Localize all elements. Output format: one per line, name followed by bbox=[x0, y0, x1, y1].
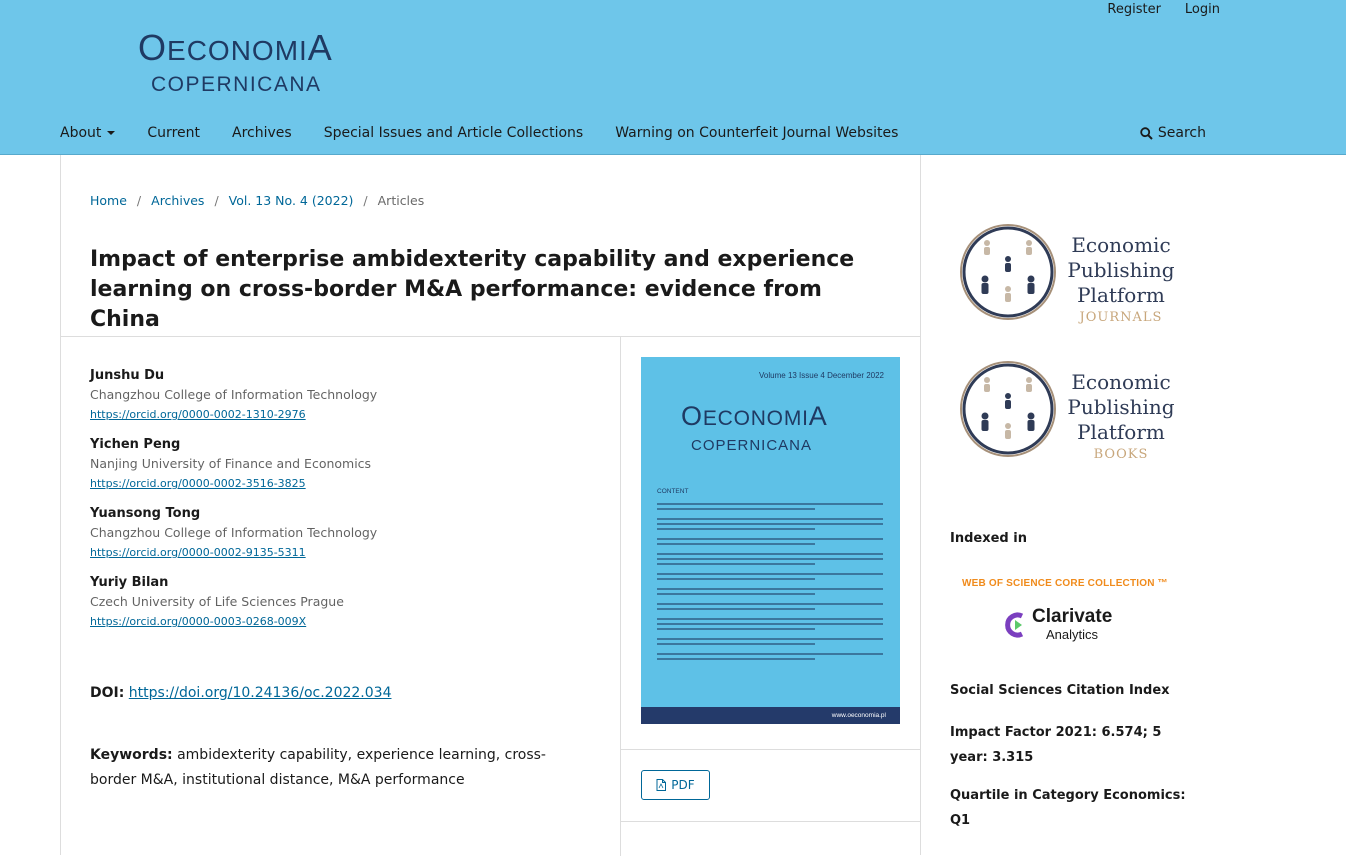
nav-counterfeit-warning[interactable]: Warning on Counterfeit Journal Websites bbox=[615, 125, 899, 141]
breadcrumb-current: Articles bbox=[377, 193, 425, 208]
journal-logo[interactable] bbox=[138, 28, 378, 97]
doi-link[interactable]: https://doi.org/10.24136/oc.2022.034 bbox=[128, 685, 392, 701]
epp-journals-line1: Economic bbox=[1071, 233, 1171, 257]
epp-books-line2: Publishing bbox=[1067, 395, 1175, 419]
login-link[interactable]: Login bbox=[1184, 2, 1220, 17]
search-link[interactable] bbox=[1140, 125, 1206, 141]
keywords-value: ambidexterity capability, experience learning, cross-border M&A, institutional distance, M&A performance bbox=[90, 747, 546, 788]
cover-issue-text: Volume 13 Issue 4 December 2022 bbox=[759, 371, 884, 380]
pdf-label: PDF bbox=[671, 778, 695, 792]
clarivate-logo[interactable] bbox=[1004, 607, 1112, 642]
author-list bbox=[90, 367, 590, 643]
epp-books-line3: Platform bbox=[1077, 420, 1165, 444]
clarivate-analytics: Analytics bbox=[1046, 627, 1099, 642]
logo-final: A bbox=[307, 27, 333, 68]
main-content bbox=[60, 155, 921, 855]
quartile-text: Quartile in Category Economics: Q1 bbox=[950, 788, 1186, 828]
cover-logo bbox=[681, 401, 828, 454]
cover-website: www.oeconomia.pl bbox=[831, 712, 886, 719]
breadcrumb bbox=[90, 193, 424, 208]
author-orcid-link[interactable]: https://orcid.org/0000-0002-1310-2976 bbox=[90, 408, 306, 421]
search-icon bbox=[1140, 127, 1153, 140]
cover-logo-final: A bbox=[808, 401, 828, 431]
cover-logo-sub: COPERNICANA bbox=[691, 437, 813, 454]
divider bbox=[621, 821, 921, 822]
cover-toc-lines bbox=[657, 503, 883, 668]
breadcrumb-separator: / bbox=[214, 193, 219, 208]
author-affiliation: Changzhou College of Information Technology bbox=[90, 387, 378, 402]
primary-nav bbox=[60, 125, 898, 141]
author-name: Yuansong Tong bbox=[90, 506, 201, 521]
author-affiliation: Czech University of Life Sciences Prague bbox=[90, 594, 344, 609]
doi-section bbox=[90, 685, 391, 701]
web-of-science-logo[interactable]: WEB OF SCIENCE CORE COLLECTION ™ bbox=[962, 578, 1168, 589]
nav-about[interactable] bbox=[60, 125, 115, 141]
epp-journals-line3: Platform bbox=[1077, 283, 1165, 307]
nav-archives[interactable]: Archives bbox=[232, 125, 292, 141]
user-nav bbox=[1107, 2, 1220, 17]
epp-books-line4: BOOKS bbox=[1093, 447, 1149, 462]
clarivate-name: Clarivate bbox=[1032, 606, 1113, 627]
cover-footer bbox=[641, 707, 900, 724]
author-orcid-link[interactable]: https://orcid.org/0000-0002-9135-5311 bbox=[90, 546, 306, 559]
author-item bbox=[90, 367, 590, 425]
epp-books-line1: Economic bbox=[1071, 370, 1171, 394]
cover-content-label: CONTENT bbox=[657, 488, 689, 495]
author-item bbox=[90, 574, 590, 632]
author-affiliation: Changzhou College of Information Technology bbox=[90, 525, 378, 540]
site-header bbox=[0, 0, 1346, 155]
breadcrumb-archives[interactable]: Archives bbox=[151, 193, 205, 208]
article-side-column bbox=[620, 336, 921, 856]
clarivate-mark-icon bbox=[1004, 612, 1028, 638]
nav-about-label: About bbox=[60, 125, 102, 141]
epp-journals-line4: JOURNALS bbox=[1079, 310, 1163, 325]
nav-current[interactable]: Current bbox=[147, 125, 200, 141]
author-affiliation: Nanjing University of Finance and Economics bbox=[90, 456, 372, 471]
file-pdf-icon bbox=[656, 779, 666, 791]
author-orcid-link[interactable]: https://orcid.org/0000-0002-3516-3825 bbox=[90, 477, 306, 490]
author-item bbox=[90, 436, 590, 494]
register-link[interactable]: Register bbox=[1107, 2, 1161, 17]
epp-journals-line2: Publishing bbox=[1067, 258, 1175, 282]
epp-books-logo[interactable] bbox=[957, 358, 1187, 462]
impact-factor-text: Impact Factor 2021: 6.574; 5 year: 3.315 bbox=[950, 725, 1162, 765]
logo-initial: O bbox=[138, 27, 168, 68]
breadcrumb-issue[interactable]: Vol. 13 No. 4 (2022) bbox=[228, 193, 354, 208]
breadcrumb-separator: / bbox=[136, 193, 142, 208]
article-title: Impact of enterprise ambidexterity capability and experience learning on cross-border M&A performance: evidence from China bbox=[90, 247, 855, 332]
author-name: Yuriy Bilan bbox=[90, 575, 169, 590]
pdf-download-button[interactable] bbox=[641, 770, 710, 800]
logo-sub: COPERNICANA bbox=[151, 73, 322, 96]
breadcrumb-home[interactable]: Home bbox=[90, 193, 127, 208]
ssci-text: Social Sciences Citation Index bbox=[950, 683, 1170, 698]
cover-logo-middle: ECONOMI bbox=[702, 407, 809, 430]
nav-special-issues[interactable]: Special Issues and Article Collections bbox=[323, 125, 584, 141]
author-name: Junshu Du bbox=[90, 368, 165, 383]
cover-logo-initial: O bbox=[681, 401, 703, 431]
issue-cover-image[interactable] bbox=[641, 357, 900, 724]
divider bbox=[621, 749, 921, 750]
author-orcid-link[interactable]: https://orcid.org/0000-0003-0268-009X bbox=[90, 615, 307, 628]
breadcrumb-separator: / bbox=[363, 193, 368, 208]
author-item bbox=[90, 505, 590, 563]
author-name: Yichen Peng bbox=[90, 437, 181, 452]
epp-journals-logo[interactable] bbox=[957, 221, 1187, 325]
doi-label: DOI: bbox=[90, 685, 125, 701]
caret-down-icon bbox=[107, 131, 115, 135]
search-label: Search bbox=[1157, 125, 1206, 141]
indexed-in-heading: Indexed in bbox=[950, 531, 1027, 546]
keywords-label: Keywords: bbox=[90, 747, 173, 763]
keywords-section bbox=[90, 743, 590, 793]
logo-middle: ECONOMI bbox=[167, 35, 308, 66]
